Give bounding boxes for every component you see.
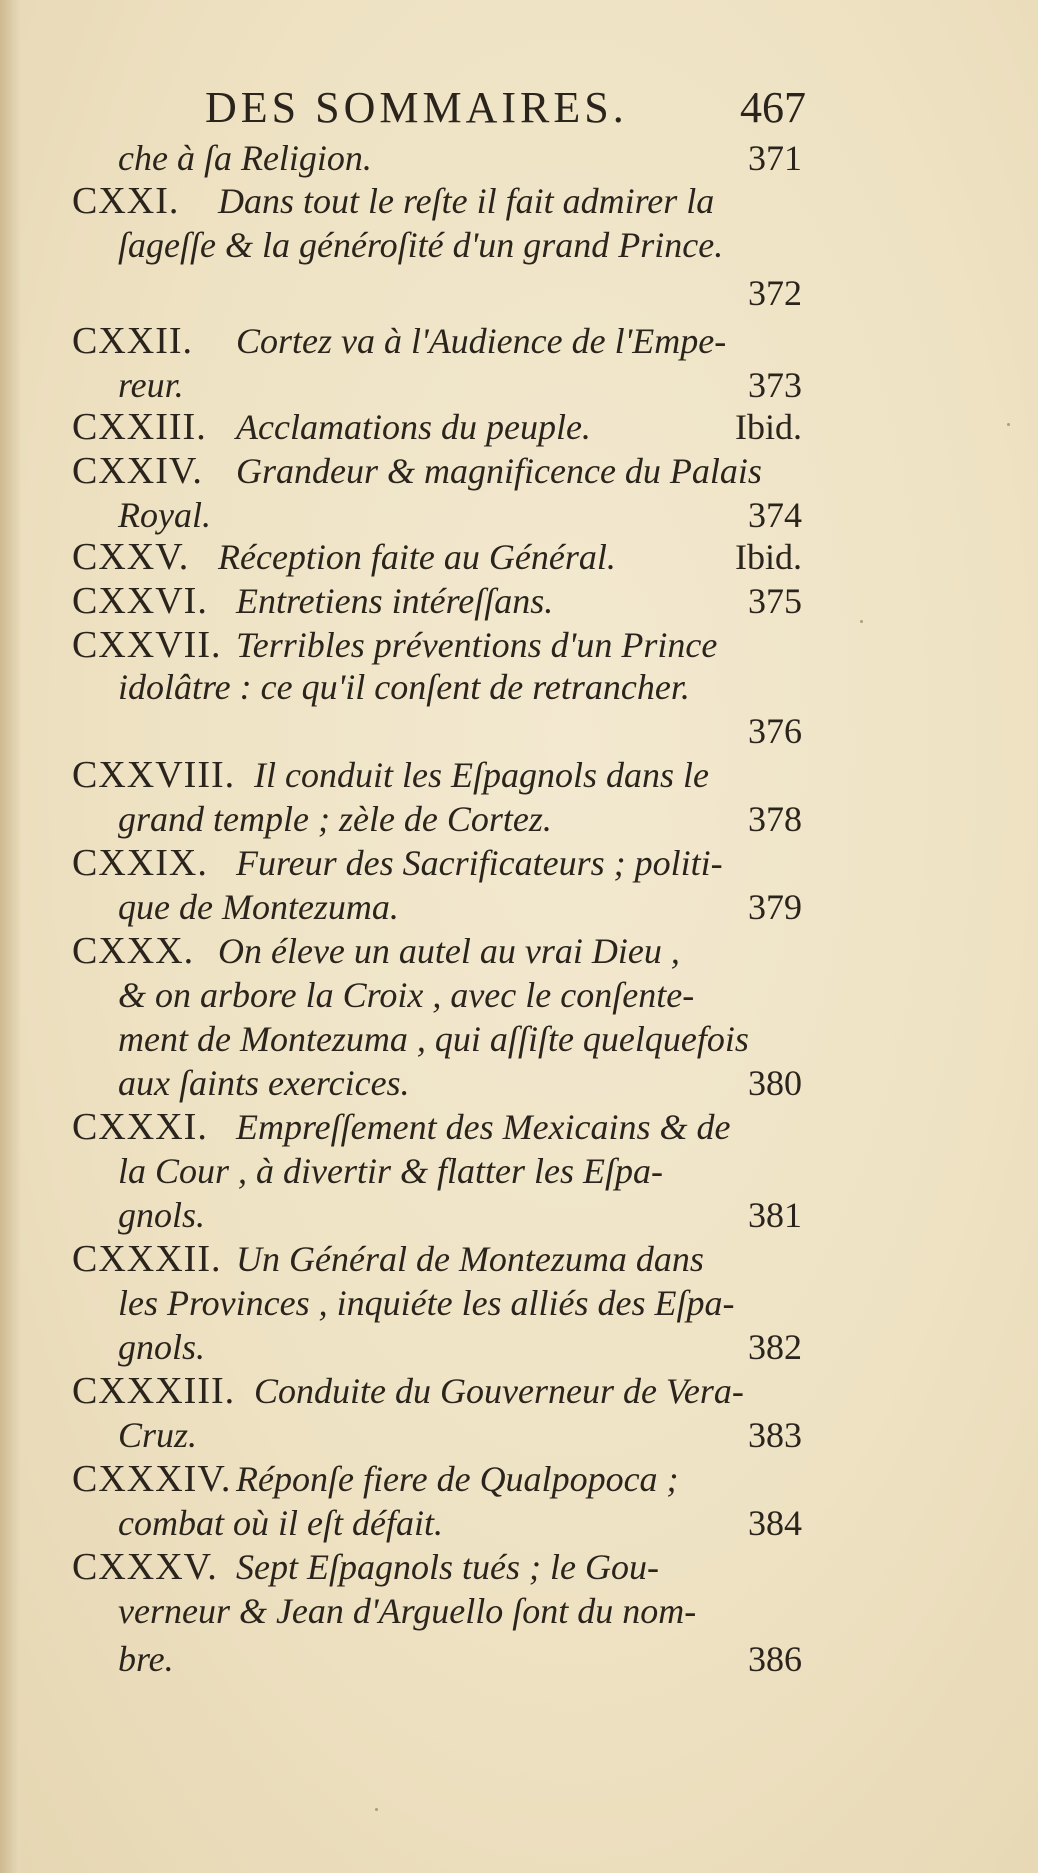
- page-reference: 379: [748, 887, 802, 927]
- paper-speck: [375, 1808, 378, 1811]
- summary-text: Cortez va à l'Audience de l'Empe-: [236, 321, 727, 361]
- summary-text: les Provinces , inquiéte les alliés des Eſpa-: [118, 1283, 735, 1323]
- summary-text: bre.: [118, 1639, 174, 1679]
- running-head-title: DES SOMMAIRES.: [205, 83, 628, 132]
- chapter-number: CXXXI.: [72, 1106, 208, 1148]
- chapter-number: CXXI.: [72, 180, 180, 222]
- page-number: 467: [740, 83, 806, 132]
- summary-line: [0, 1060, 1038, 1106]
- page-reference: Ibid.: [735, 407, 802, 447]
- summary-line: [0, 884, 1038, 930]
- page-reference: 378: [748, 799, 802, 839]
- summary-line: [0, 928, 1038, 974]
- summary-line: [0, 1104, 1038, 1150]
- summary-text: Entretiens intéreſſans.: [236, 581, 554, 621]
- page-reference: 386: [748, 1639, 802, 1679]
- summary-line: [0, 222, 1038, 268]
- summary-line: [0, 1544, 1038, 1590]
- summary-line: [0, 1456, 1038, 1502]
- summary-text: grand temple ; zèle de Cortez.: [118, 799, 552, 839]
- summary-text: verneur & Jean d'Arguello ſont du nom-: [118, 1591, 697, 1631]
- chapter-number: CXXVI.: [72, 580, 208, 622]
- summary-line: [0, 622, 1038, 668]
- summary-text: aux ſaints exercices.: [118, 1063, 410, 1103]
- summary-text: Empreſſement des Mexicains & de: [236, 1107, 731, 1147]
- chapter-number: CXXV.: [72, 536, 190, 578]
- summary-text: Acclamations du peuple.: [236, 407, 591, 447]
- chapter-number: CXXVIII.: [72, 754, 236, 796]
- chapter-number: CXXII.: [72, 320, 194, 362]
- summary-text: idolâtre : ce qu'il conſent de retrancher.: [118, 667, 690, 707]
- summary-text: On éleve un autel au vrai Dieu ,: [218, 931, 680, 971]
- page-reference: 376: [748, 711, 802, 751]
- page-reference: Ibid.: [735, 537, 802, 577]
- running-head: [0, 78, 1038, 138]
- chapter-number: CXXIV.: [72, 450, 203, 492]
- page-reference: 374: [748, 495, 802, 535]
- page-reference: 373: [748, 365, 802, 405]
- chapter-number: CXXIII.: [72, 406, 207, 448]
- paper-speck: [1007, 423, 1010, 426]
- summary-line: [0, 1368, 1038, 1414]
- chapter-number: CXXIX.: [72, 842, 208, 884]
- summary-line: [0, 752, 1038, 798]
- summary-text: Fureur des Sacrificateurs ; politi-: [236, 843, 723, 883]
- summary-line: [0, 1324, 1038, 1370]
- summary-line: [0, 270, 1038, 316]
- summary-text: Réponſe fiere de Qualpopoca ;: [236, 1459, 679, 1499]
- summary-line: [0, 1280, 1038, 1326]
- summary-line: [0, 1016, 1038, 1062]
- chapter-number: CXXXV.: [72, 1546, 218, 1588]
- summary-text: & on arbore la Croix , avec le conſente-: [118, 975, 695, 1015]
- chapter-number: CXXXIII.: [72, 1370, 236, 1412]
- paper-speck: [860, 620, 863, 623]
- summary-line: [0, 796, 1038, 842]
- summary-line: [0, 664, 1038, 710]
- summary-line: [0, 1192, 1038, 1238]
- summary-text: Dans tout le reſte il fait admirer la: [218, 181, 715, 221]
- page-reference: 375: [748, 581, 802, 621]
- summary-text: reur.: [118, 365, 184, 405]
- summary-line: [0, 1636, 1038, 1682]
- summary-text: la Cour , à divertir & flatter les Eſpa-: [118, 1151, 663, 1191]
- summary-text: Il conduit les Eſpagnols dans le: [254, 755, 709, 795]
- summary-text: gnols.: [118, 1327, 206, 1367]
- summary-text: Grandeur & magnificence du Palais: [236, 451, 762, 491]
- summary-text: ſageſſe & la généroſité d'un grand Prince.: [118, 225, 724, 265]
- summary-text: Conduite du Gouverneur de Vera-: [254, 1371, 744, 1411]
- summary-text: che à ſa Religion.: [118, 138, 372, 178]
- chapter-number: CXXVII.: [72, 624, 222, 666]
- page-reference: 382: [748, 1327, 802, 1367]
- summary-line: [0, 1148, 1038, 1194]
- summary-line: [0, 1500, 1038, 1546]
- summary-line: [0, 362, 1038, 408]
- summary-text: Un Général de Montezuma dans: [236, 1239, 704, 1279]
- summary-line: [0, 404, 1038, 450]
- summary-text: Réception faite au Général.: [218, 537, 616, 577]
- page-reference: 383: [748, 1415, 802, 1455]
- summary-line: [0, 178, 1038, 224]
- summary-text: Sept Eſpagnols tués ; le Gou-: [236, 1547, 659, 1587]
- summary-line: [0, 448, 1038, 494]
- page-reference: 381: [748, 1195, 802, 1235]
- summary-line: [0, 972, 1038, 1018]
- summary-text: gnols.: [118, 1195, 206, 1235]
- summary-text: ment de Montezuma , qui aſſiſte quelquefois: [118, 1019, 749, 1059]
- summary-text: Royal.: [118, 495, 211, 535]
- summary-line: [0, 534, 1038, 580]
- chapter-number: CXXXII.: [72, 1238, 222, 1280]
- summary-text: Terribles préventions d'un Prince: [236, 625, 718, 665]
- summary-line: [0, 318, 1038, 364]
- page-reference: 371: [748, 138, 802, 178]
- summary-line: [0, 135, 1038, 181]
- page-reference: 372: [748, 273, 802, 313]
- summary-line: [0, 492, 1038, 538]
- chapter-number: CXXX.: [72, 930, 195, 972]
- summary-text: que de Montezuma.: [118, 887, 399, 927]
- page-reference: 380: [748, 1063, 802, 1103]
- summary-line: [0, 708, 1038, 754]
- summary-text: combat où il eſt défait.: [118, 1503, 443, 1543]
- summary-text: Cruz.: [118, 1415, 198, 1455]
- summary-line: [0, 1412, 1038, 1458]
- summary-line: [0, 1236, 1038, 1282]
- summary-line: [0, 578, 1038, 624]
- page-reference: 384: [748, 1503, 802, 1543]
- chapter-number: CXXXIV.: [72, 1458, 232, 1500]
- summary-line: [0, 1588, 1038, 1634]
- summary-line: [0, 840, 1038, 886]
